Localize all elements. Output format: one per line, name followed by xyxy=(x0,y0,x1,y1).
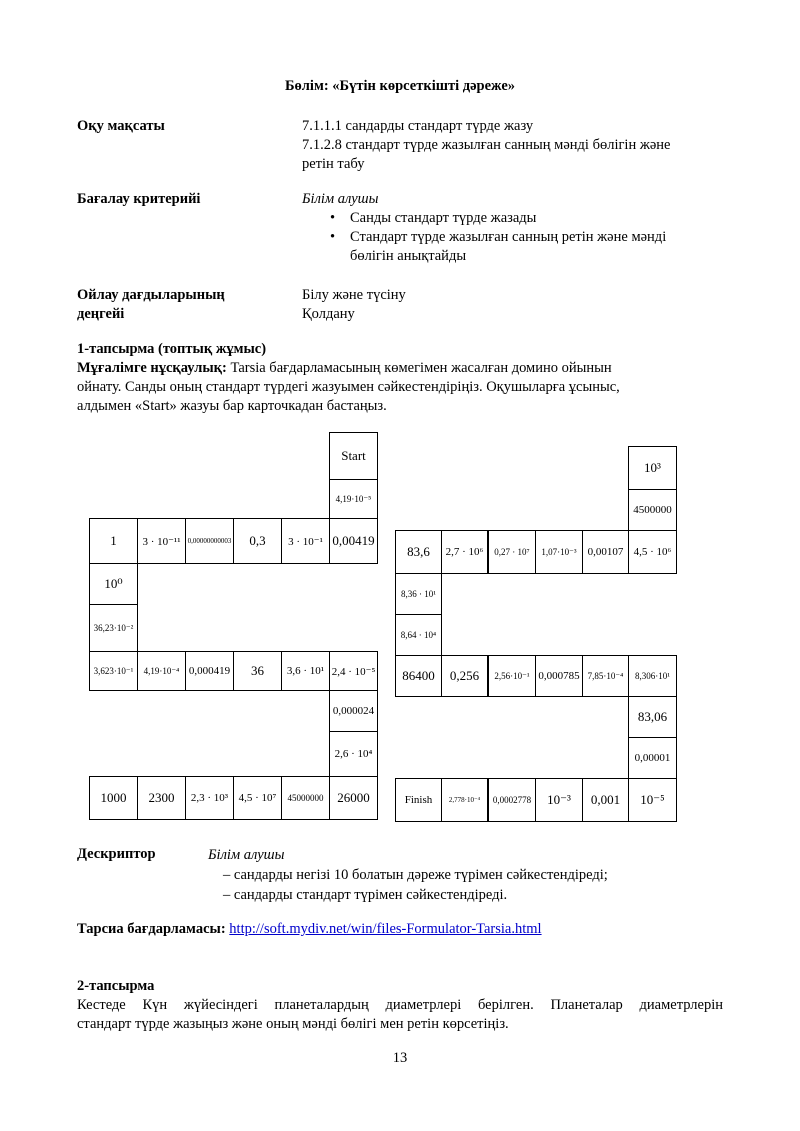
criteria-value xyxy=(302,190,742,266)
domino-cell: 7,85·10⁻⁴ xyxy=(582,655,629,697)
goals-value xyxy=(302,117,671,174)
domino-cell: 1000 xyxy=(89,776,138,820)
domino-cell: 4,19·10⁻⁴ xyxy=(137,651,186,691)
domino-cell: 2,3 · 10³ xyxy=(185,776,234,820)
descriptor-item: – сандарды негізі 10 болатын дәреже түрімен сәйкестендіреді; xyxy=(223,867,608,883)
domino-finish: Finish xyxy=(395,778,442,822)
domino-cell: 0,00107 xyxy=(582,530,629,574)
domino-cell: 45000000 xyxy=(281,776,330,820)
task2-line: стандарт түрде жазыңыз және оның мәнді бөлігі мен ретін көрсетіңіз. xyxy=(77,1016,509,1032)
thinking-label-line: Ойлау дағдыларының xyxy=(77,287,225,303)
descriptor-value xyxy=(208,845,608,905)
descriptor-intro: Білім алушы xyxy=(208,847,285,863)
criteria-list xyxy=(302,209,742,266)
domino-cell: 2,7 · 10⁶ xyxy=(441,530,488,574)
domino-cell: 3,623·10⁻¹ xyxy=(89,651,138,691)
thinking-level: Білу және түсіну xyxy=(302,287,406,303)
instr-text: алдымен «Start» жазуы бар карточкадан бастаңыз. xyxy=(77,398,387,414)
thinking-value xyxy=(302,286,406,324)
domino-cell: 10⁻⁵ xyxy=(628,778,677,822)
domino-cell: 4500000 xyxy=(628,489,677,531)
criteria-intro: Білім алушы xyxy=(302,191,379,207)
task1-title: 1-тапсырма (топтық жұмыс) xyxy=(77,341,267,357)
domino-cell: 86400 xyxy=(395,655,442,697)
domino-cell: 1,07·10⁻³ xyxy=(535,530,583,574)
criteria-item-line: Стандарт түрде жазылған санның ретін және мәнді xyxy=(350,229,667,245)
domino-cell: 8,64 · 10⁴ xyxy=(395,614,442,656)
criteria-item xyxy=(302,228,742,266)
domino-cell: 3 · 10⁻¹¹ xyxy=(137,518,186,564)
task2-text xyxy=(77,996,723,1034)
goal-line: 7.1.1.1 сандарды стандарт түрде жазу xyxy=(302,118,534,134)
page-number: 13 xyxy=(392,1050,408,1066)
thinking-label-line: деңгейі xyxy=(77,306,125,322)
task1-instructions xyxy=(77,359,727,416)
descriptor-label: Дескриптор xyxy=(77,846,156,862)
domino-cell: 10⁰ xyxy=(89,563,138,605)
domino-cell: 10⁻³ xyxy=(535,778,583,822)
domino-cell: 2,6 · 10⁴ xyxy=(329,731,378,777)
domino-cell: 4,5 · 10⁶ xyxy=(628,530,677,574)
domino-cell: 2,56·10⁻¹ xyxy=(488,655,536,697)
domino-cell: 0,000419 xyxy=(185,651,234,691)
domino-cell: 0,3 xyxy=(233,518,282,564)
thinking-level: Қолдану xyxy=(302,306,355,322)
domino-cell: 36 xyxy=(233,651,282,691)
domino-cell: 2,4 · 10⁻⁵ xyxy=(329,651,378,691)
criteria-item: • Санды стандарт түрде жазады xyxy=(302,209,742,228)
domino-cell: 10³ xyxy=(628,446,677,490)
domino-cell: 0,00419 xyxy=(329,518,378,564)
domino-cell: 3 · 10⁻¹ xyxy=(281,518,330,564)
domino-cell: 4,5 · 10⁷ xyxy=(233,776,282,820)
domino-cell: 0,0002778 xyxy=(488,778,536,822)
domino-cell: 83,06 xyxy=(628,696,677,738)
domino-cell: 2,778·10⁻⁴ xyxy=(441,778,488,822)
domino-cell: 4,19·10⁻⁵ xyxy=(329,479,378,519)
instr-text: Tarsia бағдарламасының көмегімен жасалған домино ойынын xyxy=(226,360,612,376)
domino-cell: 83,6 xyxy=(395,530,442,574)
criteria-item-line: бөлігін анықтайды xyxy=(350,248,467,264)
tarsia-link[interactable]: http://soft.mydiv.net/win/files-Formulator-Tarsia.html xyxy=(229,921,542,937)
domino-cell: 0,256 xyxy=(441,655,488,697)
domino-cell: 36,23·10⁻² xyxy=(89,604,138,652)
goals-label: Оқу мақсаты xyxy=(77,118,165,134)
domino-cell: 0,00000000003 xyxy=(185,518,234,564)
task2-title: 2-тапсырма xyxy=(77,978,155,994)
domino-cell: 8,36 · 10¹ xyxy=(395,573,442,615)
domino-cell: 26000 xyxy=(329,776,378,820)
domino-cell: 2300 xyxy=(137,776,186,820)
domino-cell: 0,27 · 10⁷ xyxy=(488,530,536,574)
section-title: Бөлім: «Бүтін көрсеткішті дәреже» xyxy=(284,78,516,94)
task2-line: Кестеде Күн жүйесіндегі планеталардың диаметрлері берілген. Планеталар диаметрлерін xyxy=(77,997,723,1013)
tarsia-line xyxy=(77,920,542,939)
domino-cell: 0,000024 xyxy=(329,690,378,732)
goal-line: 7.1.2.8 стандарт түрде жазылған санның мәнді бөлігін және xyxy=(302,137,671,153)
domino-cell: 3,6 · 10¹ xyxy=(281,651,330,691)
domino-cell: 0,000785 xyxy=(535,655,583,697)
domino-cell: 1 xyxy=(89,518,138,564)
descriptor-item: – сандарды стандарт түрімен сәйкестендіреді. xyxy=(223,887,508,903)
goal-line: ретін табу xyxy=(302,156,365,172)
domino-cell: 0,00001 xyxy=(628,737,677,779)
domino-cell: 0,001 xyxy=(582,778,629,822)
criteria-label: Бағалау критерийі xyxy=(77,191,201,207)
tarsia-label: Тарсиа бағдарламасы: xyxy=(77,921,226,937)
instr-text: ойнату. Санды оның стандарт түрдегі жазуымен сәйкестендіріңіз. Оқушыларға ұсыныс, xyxy=(77,379,620,395)
thinking-label xyxy=(77,286,225,324)
domino-cell: 8,306·10¹ xyxy=(628,655,677,697)
instr-label: Мұғалімге нұсқаулық: xyxy=(77,360,227,376)
domino-start: Start xyxy=(329,432,378,480)
